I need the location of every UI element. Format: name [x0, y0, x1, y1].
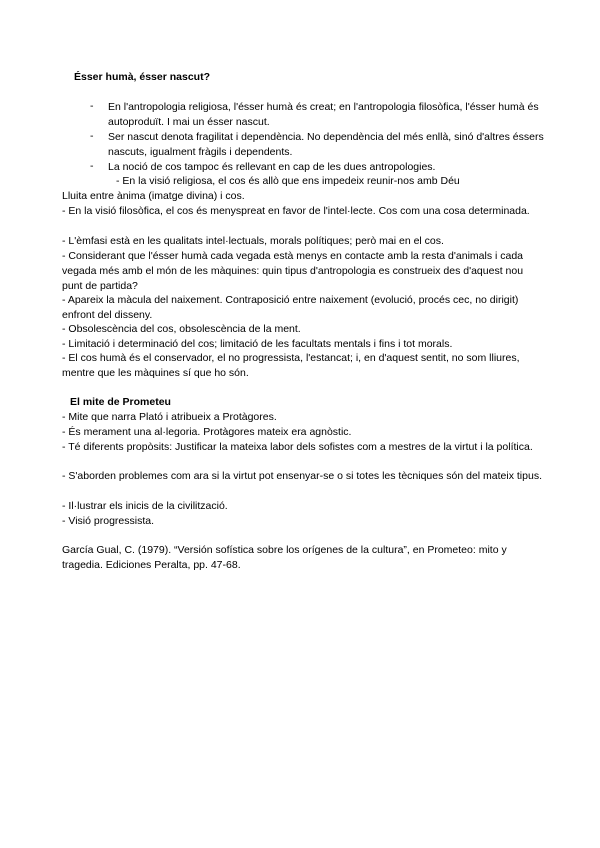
bullet-item: En l'antropologia religiosa, l'ésser humà és creat; en l'antropologia filosòfica, l'ésser humà és autoproduït. I mai un ésser nascut. [108, 101, 539, 128]
section-title-prometheus: El mite de Prometeu [70, 396, 171, 408]
list-item: - Considerant que l'ésser humà cada vegada està menys en contacte amb la resta d'animals i cada vegada més amb el món de les màquines: quin tipus d'antropologia es construeix des d'aquest nou punt de partida? [62, 250, 524, 292]
list-item: - Visió progressista. [62, 515, 155, 527]
text-line: Lluita entre ànima (imatge divina) i cos. [62, 190, 245, 202]
sub-line: - En la visió religiosa, el cos és allò que ens impedeix reunir-nos amb Déu [116, 175, 460, 187]
bullet-item: Ser nascut denota fragilitat i dependència. No dependència del més enllà, sinó d'altres éssers nascuts, igualment fràgils i dependents. [108, 131, 544, 158]
list-item: - Apareix la màcula del naixement. Contraposició entre naixement (evolució, procés cec, no dirigit) enfront del disseny. [62, 294, 519, 321]
list-item: - És merament una al·legoria. Protàgores mateix era agnòstic. [62, 426, 352, 438]
bullet-dash: - [90, 100, 94, 112]
list-item: - Limitació i determinació del cos; limitació de les facultats mentals i fins i tot morals. [62, 338, 453, 350]
section-title-human-being: Ésser humà, ésser nascut? [74, 71, 210, 83]
list-item: - El cos humà és el conservador, el no progressista, l'estancat; i, en d'aquest sentit, no som lliures, mentre que les màquines sí que ho són. [62, 352, 520, 379]
bullet-dash: - [90, 160, 94, 172]
bullet-item: La noció de cos tampoc és rellevant en cap de les dues antropologies. [108, 161, 436, 173]
list-item: - Mite que narra Plató i atribueix a Protàgores. [62, 411, 277, 423]
list-item: - En la visió filosòfica, el cos és menyspreat en favor de l'intel·lecte. Cos com una cosa determinada. [62, 205, 530, 217]
bibliographic-reference: García Gual, C. (1979). “Versión sofística sobre los orígenes de la cultura”, en Prometeo: mito y tragedia. Ediciones Peralta, pp. 47-68. [62, 544, 507, 571]
list-item: - Obsolescència del cos, obsolescència de la ment. [62, 323, 301, 335]
list-item: - L'èmfasi està en les qualitats intel·lectuals, morals polítiques; però mai en el cos. [62, 235, 444, 247]
list-item: - S'aborden problemes com ara si la virtut pot ensenyar-se o si totes les tècniques són del mateix tipus. [62, 470, 542, 482]
bullet-dash: - [90, 130, 94, 142]
list-item: - Té diferents propòsits: Justificar la mateixa labor dels sofistes com a mestres de la virtut i la política. [62, 441, 533, 453]
list-item: - Il·lustrar els inicis de la civilització. [62, 500, 228, 512]
